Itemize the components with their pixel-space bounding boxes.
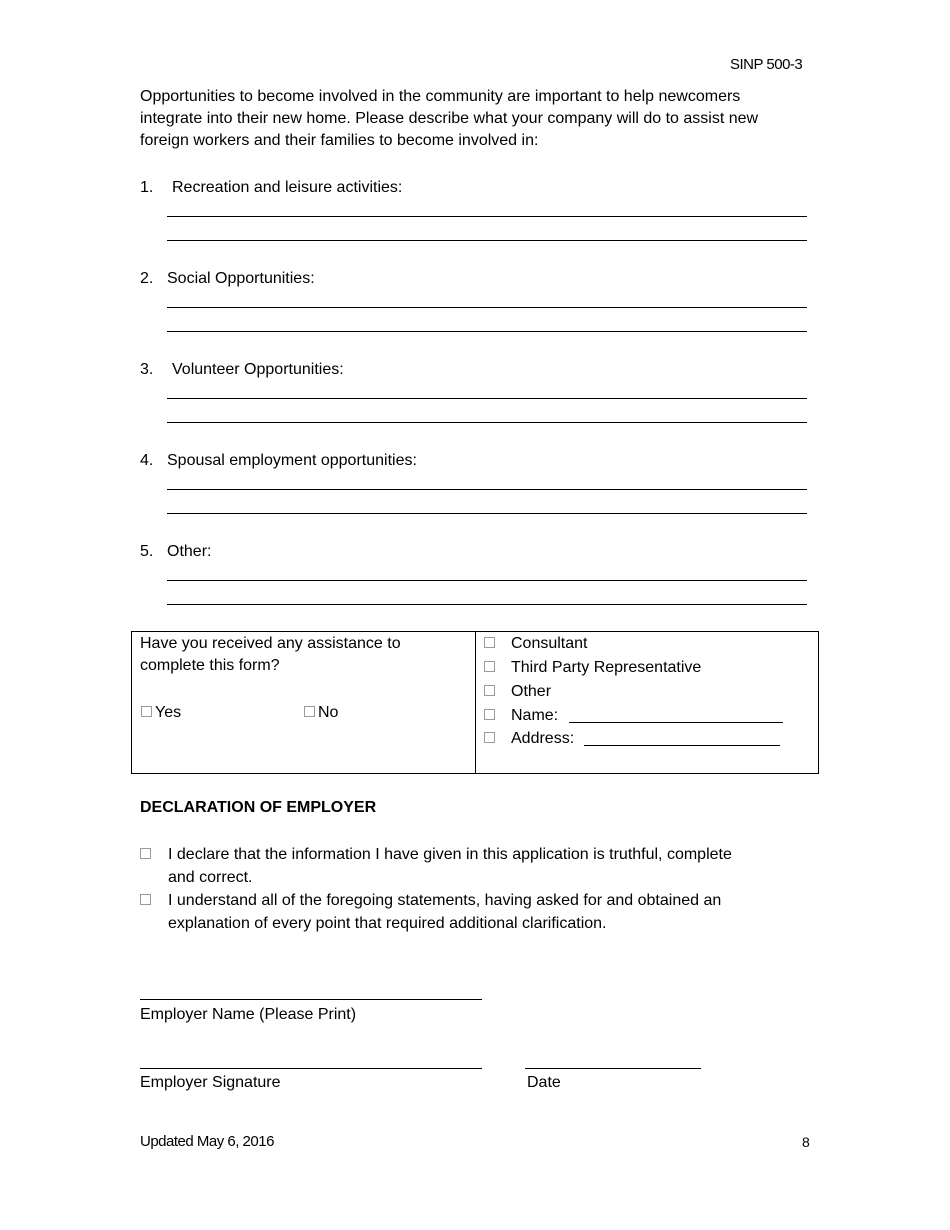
question-5-label: Other: — [167, 543, 212, 560]
declaration-1-checkbox[interactable] — [140, 848, 151, 859]
employer-signature-line[interactable] — [140, 1068, 482, 1069]
question-2-answer-line-2[interactable] — [167, 331, 807, 332]
declaration-1-line-2: and correct. — [168, 869, 253, 886]
question-4-label: Spousal employment opportunities: — [167, 452, 417, 469]
other-checkbox[interactable] — [484, 685, 495, 696]
name-input-line[interactable] — [569, 722, 783, 723]
intro-line-3: foreign workers and their families to become involved in: — [140, 132, 539, 149]
question-1-number: 1. — [140, 179, 154, 196]
question-3-answer-line-2[interactable] — [167, 422, 807, 423]
question-2-answer-line-1[interactable] — [167, 307, 807, 308]
question-5-number: 5. — [140, 543, 154, 560]
assistance-table-divider — [475, 631, 476, 773]
question-5-answer-line-2[interactable] — [167, 604, 807, 605]
question-2-number: 2. — [140, 270, 154, 287]
declaration-2-checkbox[interactable] — [140, 894, 151, 905]
question-4-number: 4. — [140, 452, 154, 469]
question-3-answer-line-1[interactable] — [167, 398, 807, 399]
declaration-2-line-2: explanation of every point that required additional clarification. — [168, 915, 607, 932]
form-code: SINP 500-3 — [730, 56, 803, 73]
consultant-label: Consultant — [511, 635, 588, 652]
declaration-2-line-1: I understand all of the foregoing statements, having asked for and obtained an — [168, 892, 722, 909]
question-3-number: 3. — [140, 361, 154, 378]
address-input-line[interactable] — [584, 745, 780, 746]
name-checkbox[interactable] — [484, 709, 495, 720]
other-label: Other — [511, 683, 552, 700]
date-label: Date — [527, 1074, 561, 1091]
intro-line-2: integrate into their new home. Please describe what your company will do to assist new — [140, 110, 759, 127]
intro-line-1: Opportunities to become involved in the community are important to help newcomers — [140, 88, 741, 105]
consultant-checkbox[interactable] — [484, 637, 495, 648]
date-line[interactable] — [525, 1068, 701, 1069]
footer-updated: Updated May 6, 2016 — [140, 1133, 274, 1150]
employer-signature-label: Employer Signature — [140, 1074, 281, 1091]
yes-checkbox[interactable] — [141, 706, 152, 717]
no-checkbox[interactable] — [304, 706, 315, 717]
question-1-label: Recreation and leisure activities: — [172, 179, 403, 196]
name-label: Name: — [511, 707, 559, 724]
assistance-question-line-1: Have you received any assistance to — [140, 635, 401, 652]
question-4-answer-line-2[interactable] — [167, 513, 807, 514]
address-label: Address: — [511, 730, 575, 747]
third-party-checkbox[interactable] — [484, 661, 495, 672]
employer-name-line[interactable] — [140, 999, 482, 1000]
yes-label: Yes — [155, 704, 182, 721]
question-1-answer-line-1[interactable] — [167, 216, 807, 217]
declaration-heading: DECLARATION OF EMPLOYER — [140, 799, 377, 816]
question-2-label: Social Opportunities: — [167, 270, 315, 287]
question-3-label: Volunteer Opportunities: — [172, 361, 344, 378]
question-1-answer-line-2[interactable] — [167, 240, 807, 241]
page-number: 8 — [802, 1134, 810, 1150]
third-party-label: Third Party Representative — [511, 659, 702, 676]
question-4-answer-line-1[interactable] — [167, 489, 807, 490]
question-5-answer-line-1[interactable] — [167, 580, 807, 581]
address-checkbox[interactable] — [484, 732, 495, 743]
no-label: No — [318, 704, 339, 721]
declaration-1-line-1: I declare that the information I have given in this application is truthful, complete — [168, 846, 732, 863]
assistance-question-line-2: complete this form? — [140, 657, 280, 674]
employer-name-label: Employer Name (Please Print) — [140, 1006, 357, 1023]
